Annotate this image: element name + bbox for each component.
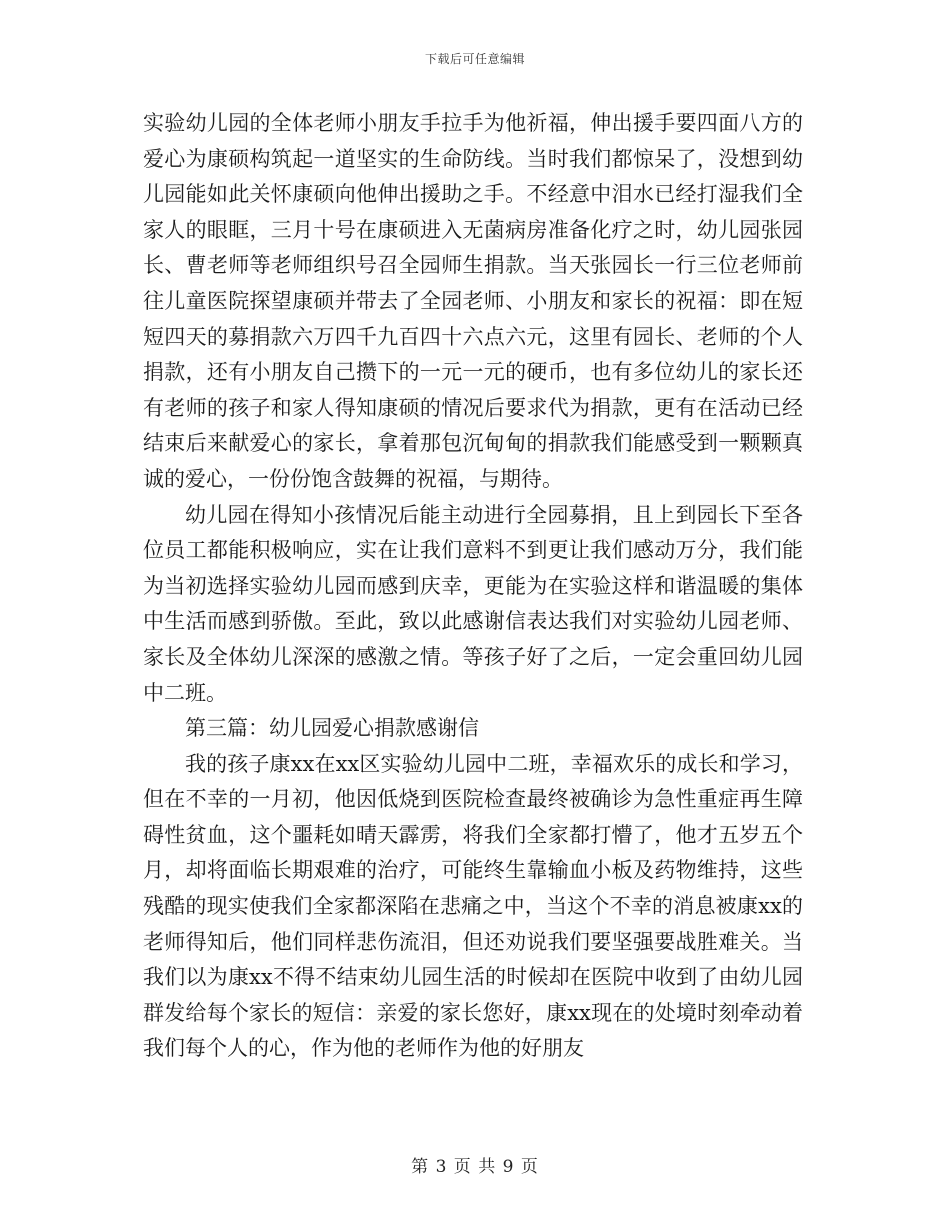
- paragraph: 我的孩子康xx在xx区实验幼儿园中二班，幸福欢乐的成长和学习，但在不幸的一月初，他因低烧到医院检查最终被确诊为急性重症再生障碍性贫血，这个噩耗如晴天霹雳，将我们全家都打懵了，他才五岁五个月，却将面临长期艰难的治疗，可能终生靠输血小板及药物维持，这些残酷的现实使我们全家都深陷在悲痛之中，当这个不幸的消息被康xx的老师得知后，他们同样悲伤流泪，但还劝说我们要坚强要战胜难关。当我们以为康xx不得不结束幼儿园生活的时候却在医院中收到了由幼儿园群发给每个家长的短信：亲爱的家长您好，康xx现在的处境时刻牵动着我们每个人的心，作为他的老师作为他的好朋友: [143, 751, 803, 1061]
- paragraph: 幼儿园在得知小孩情况后能主动进行全园募捐，且上到园长下至各位员工都能积极响应，实在让我们意料不到更让我们感动万分，我们能为当初选择实验幼儿园而感到庆幸，更能为在实验这样和谐温暖的集体中生活而感到骄傲。至此，致以此感谢信表达我们对实验幼儿园老师、家长及全体幼儿深深的感激之情。等孩子好了之后，一定会重回幼儿园中二班。: [143, 502, 803, 705]
- page-number: 第 3 页 共 9 页: [411, 1157, 539, 1177]
- document-body: [143, 106, 803, 1067]
- section-heading: 第三篇：幼儿园爱心捐款感谢信: [185, 716, 479, 741]
- paragraph: 实验幼儿园的全体老师小朋友手拉手为他祈福，伸出援手要四面八方的爱心为康硕构筑起一道坚实的生命防线。当时我们都惊呆了，没想到幼儿园能如此关怀康硕向他伸出援助之手。不经意中泪水已经打湿我们全家人的眼眶，三月十号在康硕进入无菌病房准备化疗之时，幼儿园张园长、曹老师等老师组织号召全园师生捐款。当天张园长一行三位老师前往儿童医院探望康硕并带去了全园老师、小朋友和家长的祝福：即在短短四天的募捐款六万四千九百四十六点六元，这里有园长、老师的个人捐款，还有小朋友自己攒下的一元一元的硬币，也有多位幼儿的家长还有老师的孩子和家人得知康硕的情况后要求代为捐款，更有在活动已经结束后来献爱心的家长，拿着那包沉甸甸的捐款我们能感受到一颗颗真诚的爱心，一份份饱含鼓舞的祝福，与期待。: [143, 111, 803, 491]
- page-header: 下载后可任意编辑: [424, 52, 525, 66]
